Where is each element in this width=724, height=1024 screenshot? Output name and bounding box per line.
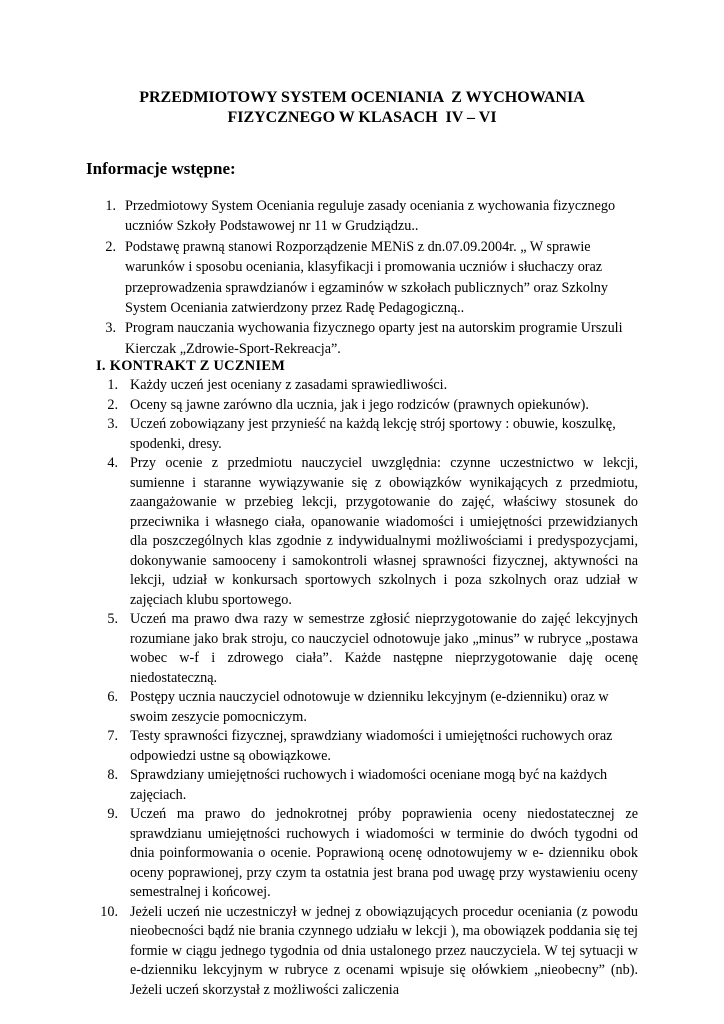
section-heading: I. KONTRAKT Z UCZNIEM	[96, 358, 286, 374]
list-item-text: Uczeń zobowiązany jest przynieść na każdą lekcję strój sportowy : obuwie, koszulkę, spodenki, dresy.	[130, 416, 616, 452]
list-item	[92, 237, 636, 319]
list-item	[96, 727, 638, 766]
list-item-text: Przy ocenie z przedmiotu nauczyciel uwzględnia: czynne uczestnictwo w lekcji, sumienne i staranne wywiązywanie się z obowiązków wynikających z przedmiotu, zaangażowanie w przebieg lekcji, przygotowanie do zajęć, właściwy stosunek do przeciwnika i własnego ciała, opanowanie wiadomości i umiejętności przewidzianych dla poszczególnych klas zgodnie z indywidualnymi możliwościami i predyspozycjami, dokonywanie samooceny i samokontroli własnej sprawności fizycznej, aktywności na lekcji, udział w konkursach sportowych szkolnych i poza szkolnych oraz udział w zajęciach klubu sportowego.	[130, 455, 638, 608]
list-item-number: 8.	[107, 767, 118, 783]
list-item-number: 5.	[107, 611, 118, 627]
list-item-text: Uczeń ma prawo do jednokrotnej próby poprawienia oceny niedostatecznej ze sprawdzianu umiejętności ruchowych i wiadomości w terminie do dwóch tygodni od dnia poinformowania o ocenie. Poprawioną ocenę odnotowujemy w e- dzienniku obok oceny poprawionej, przy czym ta ostatnia jest brana pod uwagę przy wystawieniu oceny semestralnej i końcowej.	[130, 806, 638, 900]
list-item-text: Postępy ucznia nauczyciel odnotowuje w dzienniku lekcyjnym (e-dzienniku) oraz w swoim zeszycie pomocniczym.	[130, 689, 609, 725]
list-item	[96, 610, 638, 688]
list-item-text: Podstawę prawną stanowi Rozporządzenie MENiS z dn.07.09.2004r. „ W sprawie warunków i sposobu oceniania, klasyfikacji i promowania uczniów i słuchaczy oraz przeprowadzenia sprawdzianów i egzaminów w szkołach publicznych” oraz Szkolny System Oceniania zatwierdzony przez Radę Pedagogiczną..	[125, 238, 608, 317]
list-item-text: Uczeń ma prawo dwa razy w semestrze zgłosić nieprzygotowanie do zajęć lekcyjnych rozumiane jako brak stroju, co nauczyciel odnotowuje jako „minus” w rubryce „postawa wobec w-f i zdrowego ciała”. Każde następne nieprzygotowanie daję ocenę niedostateczną.	[130, 611, 638, 686]
list-item-number: 2.	[107, 396, 118, 413]
document-title	[100, 88, 624, 128]
list-item-number: 1.	[107, 377, 118, 393]
list-item-text: Przedmiotowy System Oceniania reguluje zasady oceniania z wychowania fizycznego uczniów Szkoły Podstawowej nr 11 w Grudziądzu..	[125, 198, 616, 235]
contract-list	[96, 376, 638, 1000]
list-item-number: 10.	[100, 903, 118, 920]
list-item	[92, 318, 636, 359]
list-item-number: 3.	[107, 416, 118, 432]
list-item-number: 9.	[107, 806, 118, 822]
list-item	[92, 196, 636, 237]
list-item	[96, 454, 638, 610]
list-item-text: Testy sprawności fizycznej, sprawdziany wiadomości i umiejętności ruchowych oraz odpowiedzi ustne są obowiązkowe.	[130, 728, 613, 764]
list-item	[96, 415, 638, 454]
list-item-number: 2.	[105, 238, 116, 255]
intro-list	[92, 196, 636, 359]
title-line-2: FIZYCZNEGO W KLASACH IV – VI	[227, 109, 497, 126]
list-item	[96, 396, 638, 416]
list-item-number: 7.	[107, 728, 118, 744]
title-line-1: PRZEDMIOTOWY SYSTEM OCENIANIA Z WYCHOWANIA	[139, 89, 585, 106]
list-item-number: 6.	[107, 689, 118, 705]
list-item-text: Każdy uczeń jest oceniany z zasadami sprawiedliwości.	[130, 377, 448, 393]
list-item	[96, 903, 638, 1001]
list-item-text: Oceny są jawne zarówno dla ucznia, jak i jego rodziców (prawnych opiekunów).	[130, 396, 589, 413]
list-item-number: 1.	[105, 198, 116, 214]
list-item	[96, 805, 638, 903]
list-item-number: 4.	[107, 455, 118, 471]
list-item-text: Jeżeli uczeń nie uczestniczył w jednej z obowiązujących procedur oceniania (z powodu nieobecności bądź nie brania czynnego udziału w lekcji ), ma obowiązek poddania się tej formie w ciągu jednego tygodnia od dnia ustalonego przez nauczyciela. W tej sytuacji w e-dzienniku lekcyjnym w rubryce z ocenami wpisuje się ołówkiem „nieobecny” (nb). Jeżeli uczeń skorzystał z możliwości zaliczenia	[130, 903, 638, 998]
list-item	[96, 688, 638, 727]
list-item-number: 3.	[105, 320, 116, 337]
list-item	[96, 376, 638, 396]
list-item-text: Sprawdziany umiejętności ruchowych i wiadomości oceniane mogą być na każdych zajęciach.	[130, 767, 608, 803]
list-item	[96, 766, 638, 805]
intro-heading: Informacje wstępne:	[86, 159, 236, 178]
list-item-text: Program nauczania wychowania fizycznego oparty jest na autorskim programie Urszuli Kierczak „Zdrowie-Sport-Rekreacja”.	[125, 320, 623, 357]
